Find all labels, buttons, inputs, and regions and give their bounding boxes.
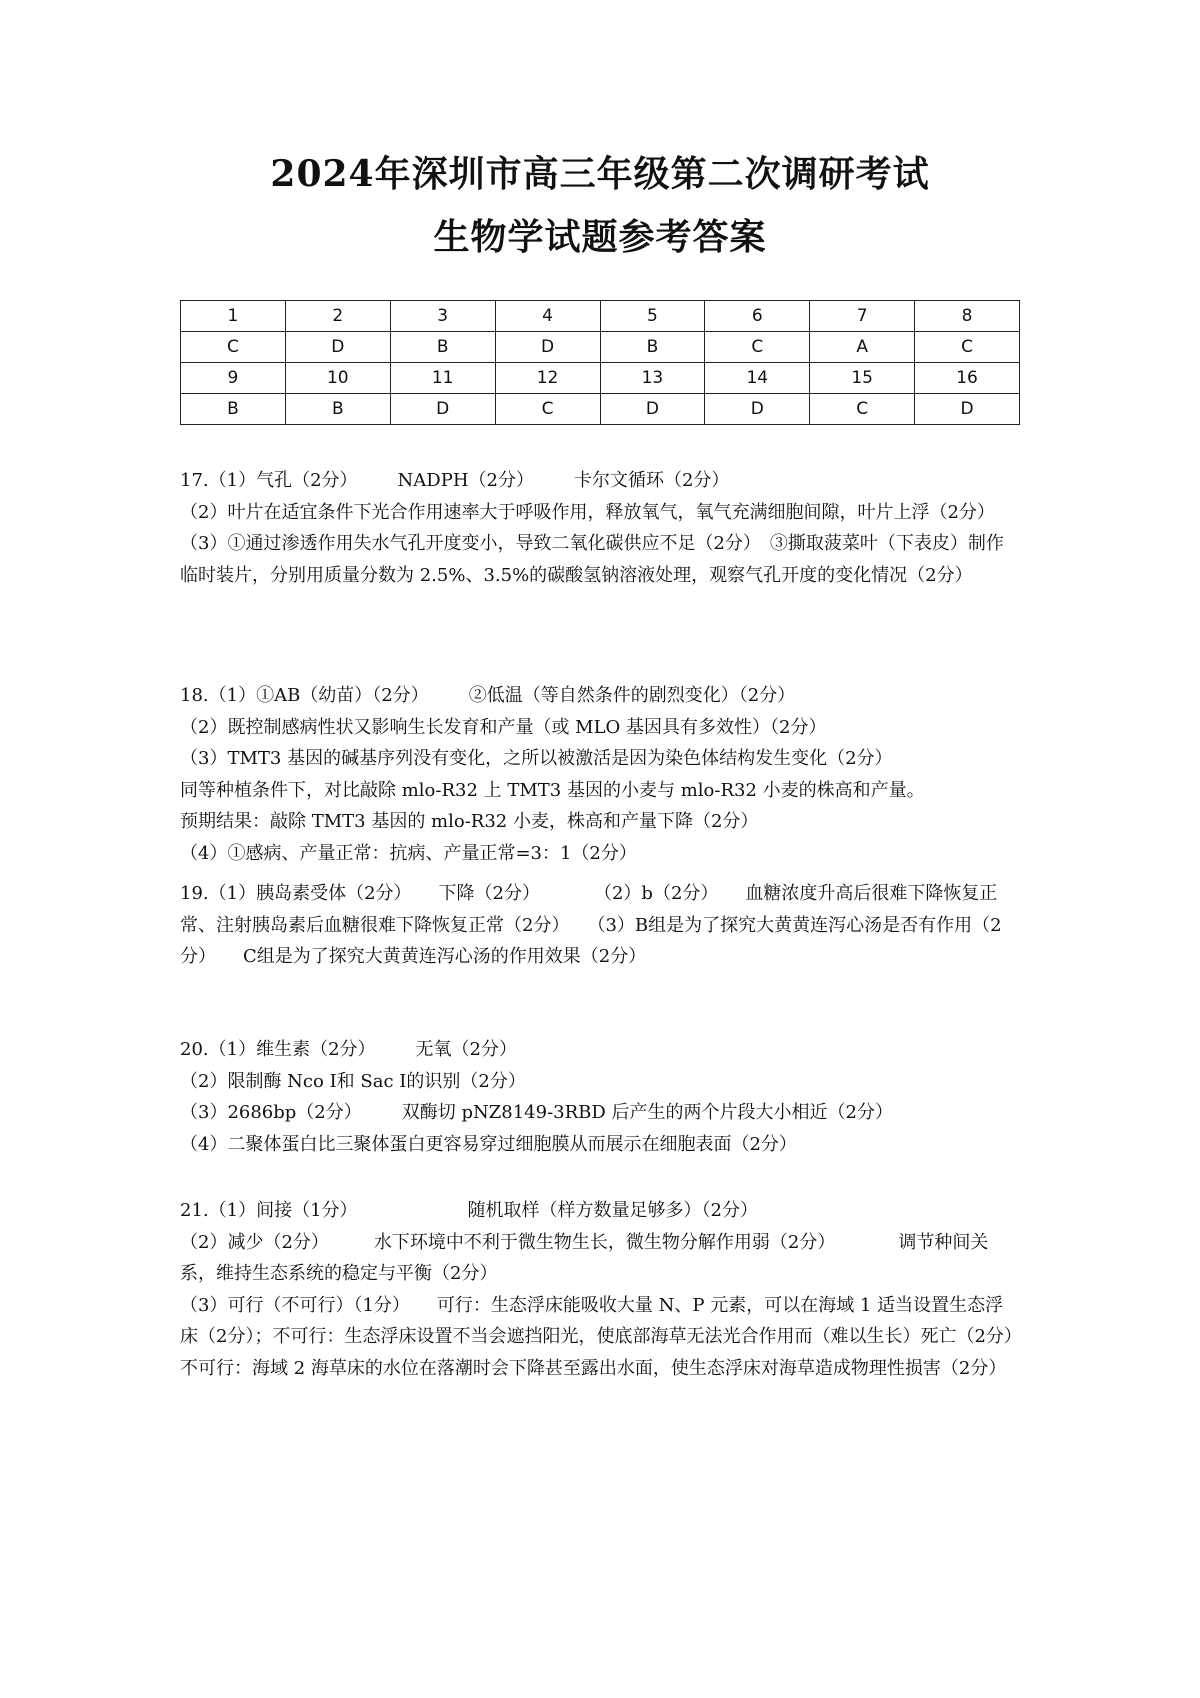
question-number-cell: 12 bbox=[495, 363, 600, 394]
answer-21-part-3: （3）可行（不可行）（1分） 可行：生态浮床能吸收大量 N、P 元素，可以在海域 1 适当设置生态浮床（2分）；不可行：生态浮床设置不当会遮挡阳光，使底部海草无法光合作用而（难以生长）死亡（2分） 不可行：海域 2 海草床的水位在落潮时会下降甚至露出水面，使生态浮床对海草造成物理性损害（2分） bbox=[180, 1294, 1049, 1379]
answer-cell: C bbox=[181, 332, 286, 363]
question-number-cell: 9 bbox=[181, 363, 286, 394]
answer-18-1b: ②低温（等自然条件的剧烈变化）（2分） bbox=[468, 685, 796, 706]
answer-20-part-3 bbox=[180, 1097, 1015, 1129]
answer-cell: C bbox=[495, 394, 600, 425]
question-number-cell: 16 bbox=[915, 363, 1020, 394]
question-number-cell: 1 bbox=[181, 301, 286, 332]
answer-21-1b: 随机取样（样方数量足够多）（2分） bbox=[467, 1200, 758, 1221]
question-number-cell: 4 bbox=[495, 301, 600, 332]
answer-cell: D bbox=[495, 332, 600, 363]
question-number-cell: 13 bbox=[600, 363, 705, 394]
page-subtitle: 生物学试题参考答案 bbox=[433, 216, 767, 258]
question-number-cell: 8 bbox=[915, 301, 1020, 332]
answer-cell: C bbox=[915, 332, 1020, 363]
answer-21-1a: 21.（1）间接（1分） bbox=[180, 1200, 358, 1221]
question-number-cell: 3 bbox=[390, 301, 495, 332]
question-number-cell: 11 bbox=[390, 363, 495, 394]
answer-17-1c: 卡尔文循环（2分） bbox=[573, 470, 730, 491]
answer-17-1a: 17.（1）气孔（2分） bbox=[180, 470, 358, 491]
answer-18-part-1 bbox=[180, 680, 1015, 712]
answer-cell: C bbox=[705, 332, 810, 363]
answer-17-part-2: （2）叶片在适宜条件下光合作用速率大于呼吸作用，释放氧气，氧气充满细胞间隙，叶片上浮（2分） bbox=[180, 501, 995, 523]
answer-table bbox=[180, 300, 1020, 425]
answer-20-part-2: （2）限制酶 Nco Ⅰ和 Sac Ⅰ的识别（2分） bbox=[180, 1070, 526, 1092]
table-header-row bbox=[181, 363, 1020, 394]
answer-17-part-1 bbox=[180, 465, 1015, 497]
answer-cell: D bbox=[390, 394, 495, 425]
answer-19-text: 19.（1）胰岛素受体（2分） 下降（2分） （2）b（2分） 血糖浓度升高后很难下降恢复正常、注射胰岛素后血糖很难下降恢复正常（2分） （3）B组是为了探究大黄黄连泻心汤是否有作用（2分） C组是为了探究大黄黄连泻心汤的作用效果（2分） bbox=[180, 883, 1002, 967]
answer-cell: B bbox=[181, 394, 286, 425]
answer-18-part-2: （2）既控制感病性状又影响生长发育和产量（或 MLO 基因具有多效性）（2分） bbox=[180, 716, 827, 738]
answer-18-part-3b: 同等种植条件下，对比敲除 mlo-R32 上 TMT3 基因的小麦与 mlo-R32 小麦的株高和产量。 bbox=[180, 779, 925, 801]
answer-21-part-1 bbox=[180, 1195, 1015, 1227]
question-number-cell: 2 bbox=[285, 301, 390, 332]
table-answer-row bbox=[181, 394, 1020, 425]
answer-cell: D bbox=[705, 394, 810, 425]
answer-18 bbox=[180, 680, 1015, 869]
answer-cell: C bbox=[810, 394, 915, 425]
answer-18-part-3a: （3）TMT3 基因的碱基序列没有变化，之所以被激活是因为染色体结构发生变化（2分） bbox=[180, 748, 893, 769]
answer-cell: B bbox=[390, 332, 495, 363]
answer-cell: A bbox=[810, 332, 915, 363]
answer-17 bbox=[180, 465, 1015, 591]
answer-cell: B bbox=[285, 394, 390, 425]
answer-21-part-2: （2）减少（2分） 水下环境中不利于微生物生长，微生物分解作用弱（2分） 调节种间关系，维持生态系统的稳定与平衡（2分） bbox=[180, 1231, 989, 1284]
answer-18-part-4: （4）①感病、产量正常：抗病、产量正常=3：1（2分） bbox=[180, 842, 637, 864]
answer-cell: D bbox=[285, 332, 390, 363]
table-header-row bbox=[181, 301, 1020, 332]
answer-17-1b: NADPH（2分） bbox=[397, 470, 534, 491]
answer-21 bbox=[180, 1195, 1049, 1384]
page-title: 2024年深圳市高三年级第二次调研考试 bbox=[270, 153, 930, 195]
table-answer-row bbox=[181, 332, 1020, 363]
answer-cell: D bbox=[915, 394, 1020, 425]
answer-20 bbox=[180, 1034, 1015, 1160]
question-number-cell: 5 bbox=[600, 301, 705, 332]
answer-20-part-4: （4）二聚体蛋白比三聚体蛋白更容易穿过细胞膜从而展示在细胞表面（2分） bbox=[180, 1133, 797, 1155]
answer-cell: D bbox=[600, 394, 705, 425]
answer-18-part-3c: 预期结果：敲除 TMT3 基因的 mlo-R32 小麦，株高和产量下降（2分） bbox=[180, 811, 759, 832]
question-number-cell: 6 bbox=[705, 301, 810, 332]
answer-20-3a: （3）2686bp（2分） bbox=[180, 1102, 362, 1123]
answer-20-1a: 20.（1）维生素（2分） bbox=[180, 1039, 376, 1060]
answer-17-part-3: （3）①通过渗透作用失水气孔开度变小，导致二氧化碳供应不足（2分） ③撕取菠菜叶（下表皮）制作临时装片，分别用质量分数为 2.5%、3.5%的碳酸氢钠溶液处理，观察气孔开度的变化情况（2分） bbox=[180, 533, 1004, 586]
answer-20-1b: 无氧（2分） bbox=[415, 1039, 517, 1060]
question-number-cell: 7 bbox=[810, 301, 915, 332]
answer-18-1a: 18.（1）①AB（幼苗）（2分） bbox=[180, 685, 429, 706]
answer-20-3b: 双酶切 pNZ8149-3RBD 后产生的两个片段大小相近（2分） bbox=[401, 1102, 893, 1123]
question-number-cell: 15 bbox=[810, 363, 915, 394]
answer-19 bbox=[180, 878, 1015, 973]
answer-cell: B bbox=[600, 332, 705, 363]
question-number-cell: 14 bbox=[705, 363, 810, 394]
answer-20-part-1 bbox=[180, 1034, 1015, 1066]
question-number-cell: 10 bbox=[285, 363, 390, 394]
